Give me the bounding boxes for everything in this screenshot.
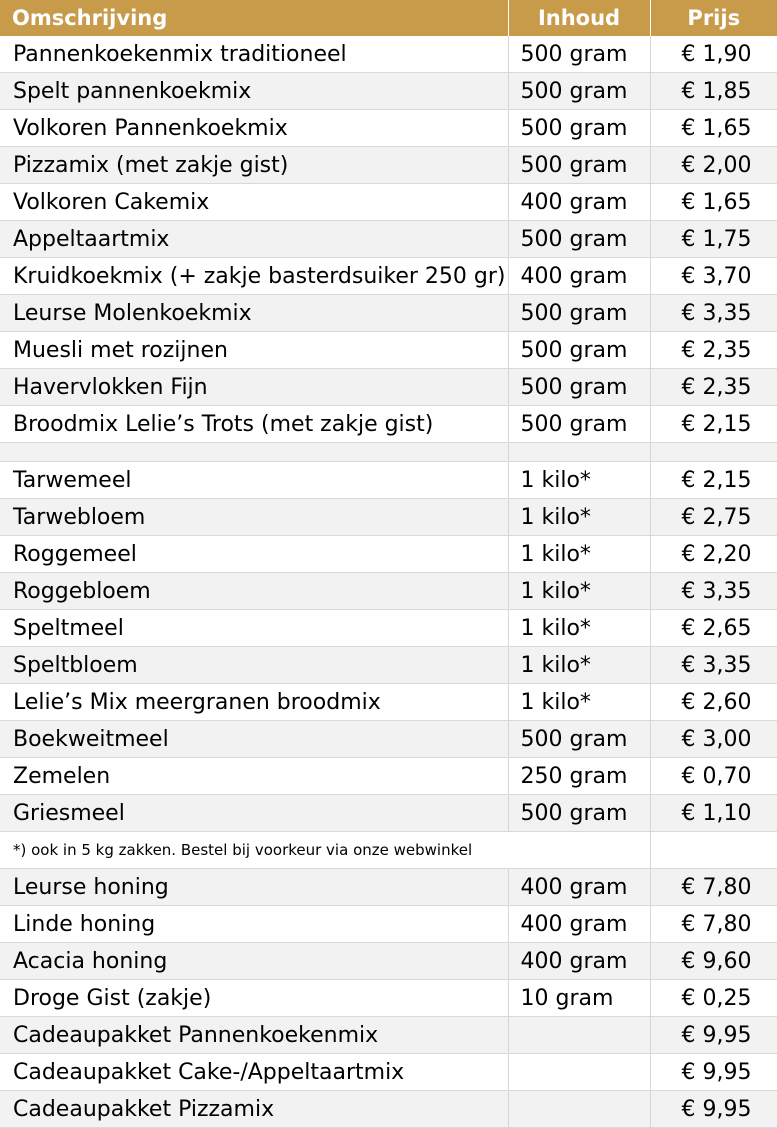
header-content: Inhoud [508,0,650,36]
product-content: 1 kilo* [508,536,650,573]
table-row [0,369,777,406]
product-name: Roggemeel [0,536,508,573]
table-row [0,758,777,795]
table-row [0,295,777,332]
table-row [0,258,777,295]
product-content: 400 gram [508,869,650,906]
product-price: € 1,85 [650,73,777,110]
product-price: € 2,00 [650,147,777,184]
table-row [0,980,777,1017]
product-content: 1 kilo* [508,684,650,721]
product-price: € 1,90 [650,36,777,73]
product-name: Speltbloem [0,647,508,684]
product-price: € 2,65 [650,610,777,647]
table-row [0,684,777,721]
product-name: Havervlokken Fijn [0,369,508,406]
table-row [0,1054,777,1091]
product-content: 1 kilo* [508,610,650,647]
product-price: € 1,75 [650,221,777,258]
table-row [0,147,777,184]
product-name: Appeltaartmix [0,221,508,258]
table-row [0,332,777,369]
product-content: 500 gram [508,795,650,832]
footnote-row [0,832,777,869]
table-row [0,795,777,832]
product-name: Muesli met rozijnen [0,332,508,369]
table-row [0,221,777,258]
product-content [508,1054,650,1091]
product-content: 250 gram [508,758,650,795]
product-price: € 1,65 [650,110,777,147]
product-content: 500 gram [508,147,650,184]
product-price: € 9,60 [650,943,777,980]
table-row [0,721,777,758]
product-price: € 7,80 [650,869,777,906]
table-row [0,869,777,906]
product-price: € 2,15 [650,462,777,499]
table-row [0,110,777,147]
footnote: *) ook in 5 kg zakken. Bestel bij voorkeur via onze webwinkel [0,832,650,869]
product-name: Volkoren Pannenkoekmix [0,110,508,147]
table-row [0,1017,777,1054]
table-row [0,36,777,73]
product-price: € 3,70 [650,258,777,295]
product-content: 500 gram [508,406,650,443]
table-row [0,462,777,499]
product-price: € 2,20 [650,536,777,573]
product-price: € 9,95 [650,1054,777,1091]
product-name: Zemelen [0,758,508,795]
product-content: 400 gram [508,258,650,295]
table-row [0,536,777,573]
product-content: 10 gram [508,980,650,1017]
spacer-row [0,443,777,462]
table-row [0,906,777,943]
product-price: € 0,70 [650,758,777,795]
product-price: € 2,35 [650,332,777,369]
table-row [0,73,777,110]
table-row [0,647,777,684]
product-name: Tarwebloem [0,499,508,536]
header-description: Omschrijving [0,0,508,36]
table-row [0,499,777,536]
table-row [0,610,777,647]
product-content: 500 gram [508,369,650,406]
product-price: € 3,35 [650,573,777,610]
empty-cell [650,443,777,462]
product-content: 1 kilo* [508,499,650,536]
empty-cell [0,443,508,462]
product-price: € 1,65 [650,184,777,221]
product-name: Lelie’s Mix meergranen broodmix [0,684,508,721]
product-price: € 9,95 [650,1017,777,1054]
product-name: Roggebloem [0,573,508,610]
product-content [508,1091,650,1128]
product-price: € 0,25 [650,980,777,1017]
table-row [0,406,777,443]
product-content [508,1017,650,1054]
product-content: 500 gram [508,73,650,110]
product-price: € 2,35 [650,369,777,406]
product-name: Pizzamix (met zakje gist) [0,147,508,184]
product-content: 500 gram [508,36,650,73]
product-content: 1 kilo* [508,462,650,499]
empty-cell [650,832,777,869]
product-price: € 7,80 [650,906,777,943]
product-content: 400 gram [508,184,650,221]
product-price: € 1,10 [650,795,777,832]
product-content: 400 gram [508,943,650,980]
table-row [0,1091,777,1128]
product-name: Boekweitmeel [0,721,508,758]
product-content: 500 gram [508,110,650,147]
product-name: Leurse honing [0,869,508,906]
header-price: Prijs [650,0,777,36]
product-name: Cadeaupakket Pizzamix [0,1091,508,1128]
product-content: 1 kilo* [508,647,650,684]
product-content: 500 gram [508,721,650,758]
product-name: Volkoren Cakemix [0,184,508,221]
product-content: 500 gram [508,295,650,332]
product-name: Leurse Molenkoekmix [0,295,508,332]
product-name: Pannenkoekenmix traditioneel [0,36,508,73]
product-price: € 2,60 [650,684,777,721]
product-name: Tarwemeel [0,462,508,499]
table-row [0,184,777,221]
table-row [0,943,777,980]
product-content: 500 gram [508,221,650,258]
product-price: € 3,35 [650,647,777,684]
product-name: Speltmeel [0,610,508,647]
product-name: Spelt pannenkoekmix [0,73,508,110]
table-body [0,36,777,1128]
product-content: 400 gram [508,906,650,943]
product-name: Acacia honing [0,943,508,980]
product-price: € 3,35 [650,295,777,332]
product-name: Broodmix Lelie’s Trots (met zakje gist) [0,406,508,443]
product-name: Kruidkoekmix (+ zakje basterdsuiker 250 gr) [0,258,508,295]
product-name: Griesmeel [0,795,508,832]
empty-cell [508,443,650,462]
product-name: Cadeaupakket Cake-/Appeltaartmix [0,1054,508,1091]
product-content: 500 gram [508,332,650,369]
product-price: € 2,15 [650,406,777,443]
product-name: Cadeaupakket Pannenkoekenmix [0,1017,508,1054]
product-name: Linde honing [0,906,508,943]
product-content: 1 kilo* [508,573,650,610]
product-price: € 9,95 [650,1091,777,1128]
header-row [0,0,777,36]
product-name: Droge Gist (zakje) [0,980,508,1017]
product-price: € 3,00 [650,721,777,758]
product-price: € 2,75 [650,499,777,536]
table-row [0,573,777,610]
